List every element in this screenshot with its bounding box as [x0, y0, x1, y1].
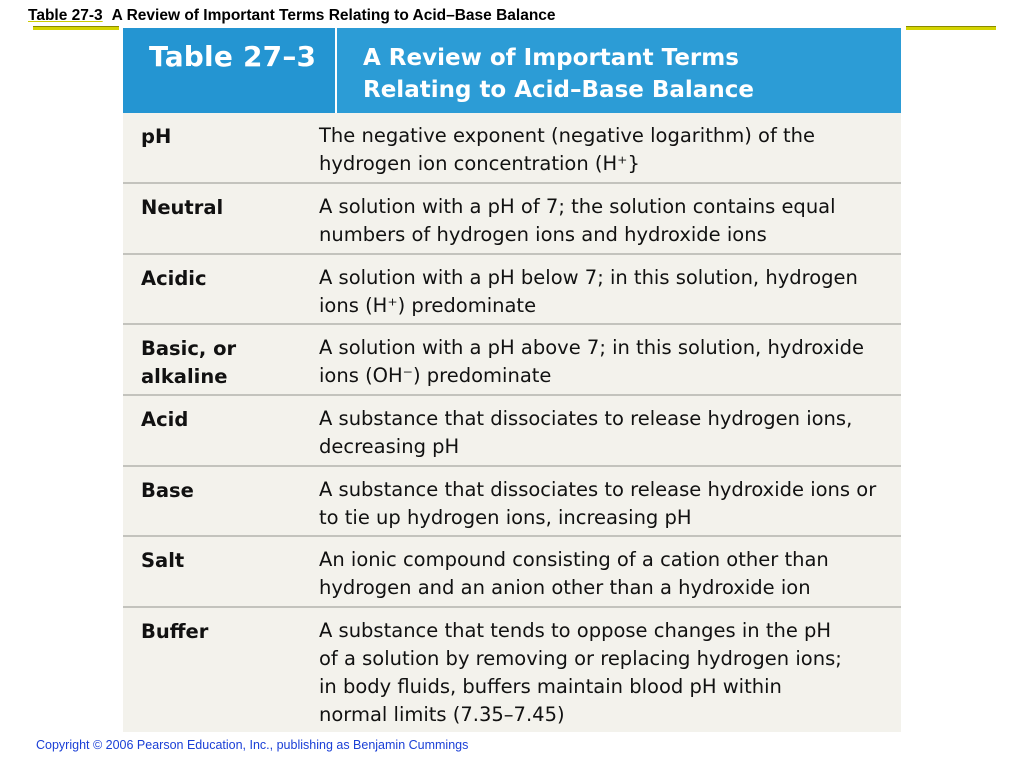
definition-text: A substance that tends to oppose changes in the pH: [319, 619, 832, 642]
title-rule-left: [33, 26, 119, 30]
slide-title-number: Table 27-3: [28, 7, 103, 24]
table-header: [123, 28, 901, 113]
definition-text: An ionic compound consisting of a cation other than: [319, 548, 829, 571]
definition-text: ions (H⁺) predominate: [319, 294, 537, 317]
term-text: Acid: [141, 408, 189, 431]
definition-cell: [319, 325, 901, 394]
term-cell: [123, 255, 319, 323]
term-cell: [123, 608, 319, 720]
term-cell: [123, 396, 319, 465]
definition-text: in body fluids, buffers maintain blood pH within: [319, 675, 782, 698]
copyright-footer: Copyright © 2006 Pearson Education, Inc., publishing as Benjamin Cummings: [36, 738, 469, 752]
term-text: Salt: [141, 549, 185, 572]
term-text: Neutral: [141, 196, 224, 219]
term-text: pH: [141, 125, 172, 148]
table-row: [123, 396, 901, 467]
definition-text: decreasing pH: [319, 435, 460, 458]
definition-text: A substance that dissociates to release hydrogen ions,: [319, 407, 853, 430]
definition-text: hydrogen and an anion other than a hydroxide ion: [319, 576, 811, 599]
table-header-title-line2: Relating to Acid–Base Balance: [363, 77, 754, 103]
table-row: [123, 113, 901, 184]
definition-text: A solution with a pH above 7; in this solution, hydroxide: [319, 336, 864, 359]
slide-title: [28, 7, 556, 25]
definition-cell: [319, 255, 901, 323]
term-cell: [123, 467, 319, 535]
term-cell: [123, 325, 319, 394]
terms-table: [123, 28, 901, 732]
definition-cell: [319, 184, 901, 253]
table-row: [123, 184, 901, 255]
definition-text: A substance that dissociates to release hydroxide ions or: [319, 478, 877, 501]
definition-text: ions (OH⁻) predominate: [319, 364, 552, 387]
table-body: [123, 113, 901, 726]
definition-cell: [319, 113, 901, 182]
title-rule-right: [906, 26, 996, 30]
slide-title-text: A Review of Important Terms Relating to Acid–Base Balance: [111, 7, 556, 24]
table-row: [123, 608, 901, 726]
table-header-number: Table 27–3: [123, 28, 337, 113]
definition-text: A solution with a pH below 7; in this solution, hydrogen: [319, 266, 858, 289]
term-text: Buffer: [141, 620, 209, 643]
term-cell: [123, 537, 319, 606]
term-cell: [123, 113, 319, 182]
definition-cell: [319, 537, 901, 606]
table-row: [123, 467, 901, 537]
term-text: alkaline: [141, 365, 228, 388]
definition-text: numbers of hydrogen ions and hydroxide ions: [319, 223, 767, 246]
definition-text: normal limits (7.35–7.45): [319, 703, 565, 726]
term-text: Basic, or: [141, 337, 237, 360]
table-row: [123, 255, 901, 325]
definition-cell: [319, 467, 901, 535]
definition-text: A solution with a pH of 7; the solution contains equal: [319, 195, 836, 218]
table-header-title: [337, 28, 901, 113]
definition-cell: [319, 396, 901, 465]
table-header-title-line1: A Review of Important Terms: [363, 45, 739, 71]
table-row: [123, 537, 901, 608]
definition-text: The negative exponent (negative logarithm) of the: [319, 124, 816, 147]
table-row: [123, 325, 901, 396]
term-cell: [123, 184, 319, 253]
term-text: Base: [141, 479, 194, 502]
definition-text: of a solution by removing or replacing hydrogen ions;: [319, 647, 842, 670]
definition-cell: [319, 608, 901, 726]
term-text: Acidic: [141, 267, 207, 290]
definition-text: hydrogen ion concentration (H⁺}: [319, 152, 640, 175]
definition-text: to tie up hydrogen ions, increasing pH: [319, 506, 692, 529]
